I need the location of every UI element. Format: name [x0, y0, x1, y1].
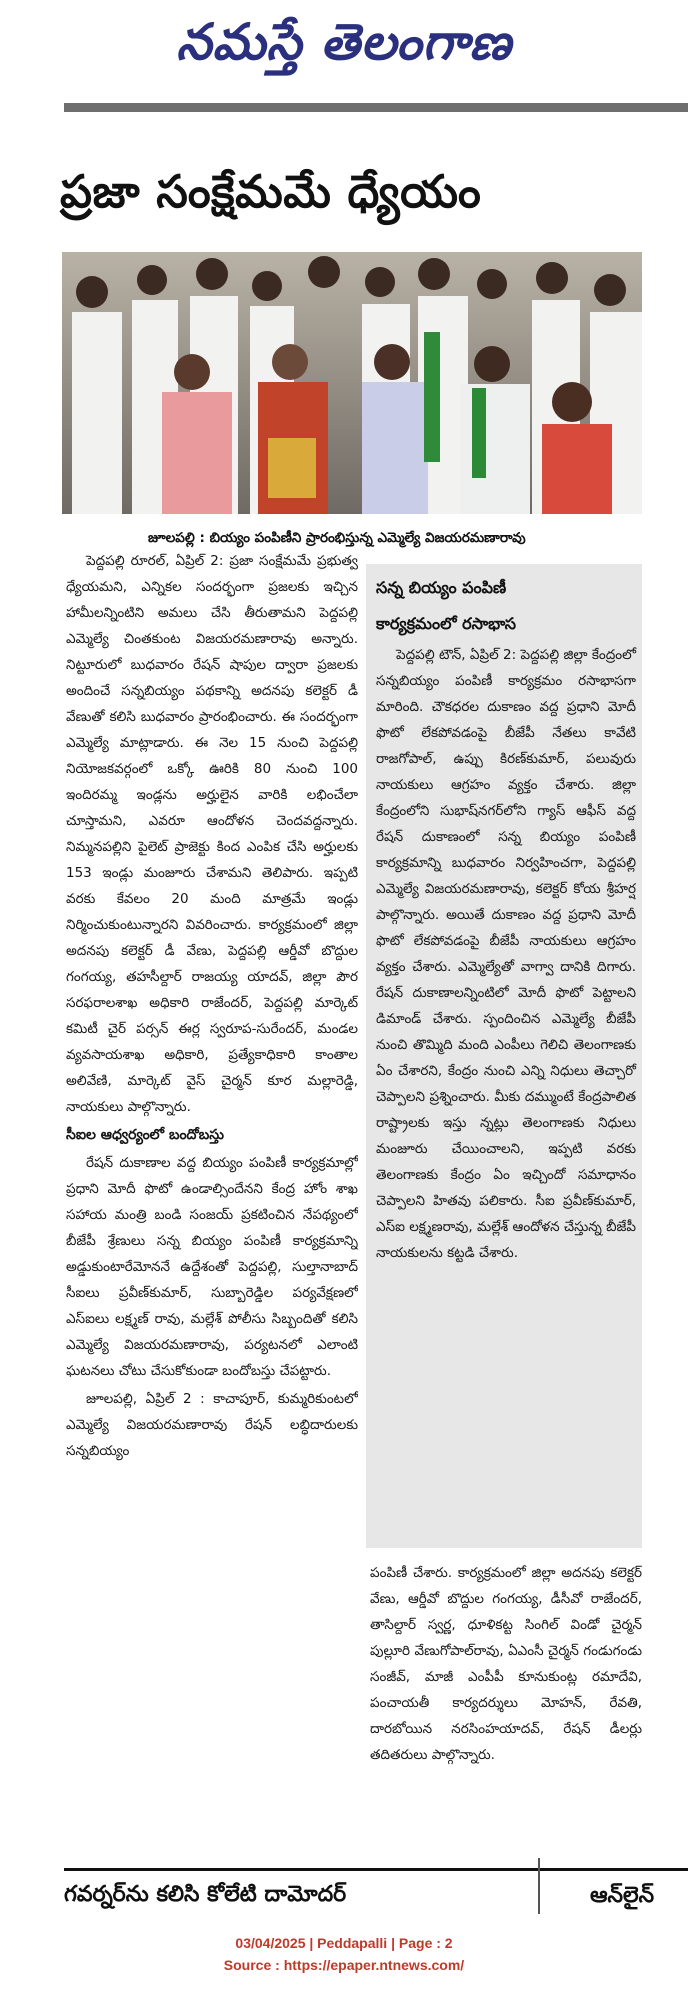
sidebar-paragraph: పెద్దపల్లి టౌన్, ఏప్రిల్ 2: పెద్దపల్లి జిల్లా కేంద్రంలో సన్నబియ్యం పంపిణీ కార్యక్రమం రసాభాసగా మారింది. చౌకధరల దుకాణం వద్ద ప్రధాని మోదీ ఫొటో లేకపోవడంపై బీజేపీ నేతలు కావేటి రాజగోపాల్, ఉప్పు కిరణ్‌కుమార్, పలువురు నాయకులు ఆగ్రహం వ్యక్తం చేశారు. జిల్లా కేంద్రంలోని సుభాష్‌నగర్‌లోని గ్యాస్ ఆఫీస్ వద్ద రేషన్ దుకాణంలో సన్న బియ్యం పంపిణీ కార్యక్రమాన్ని బుధవారం నిర్వహించగా, పెద్దపల్లి ఎమ్మెల్యే విజయరమణారావు, కలెక్టర్ కోయ శ్రీహర్ష పాల్గొన్నారు. అయితే దుకాణం వద్ద ప్రధాని మోదీ ఫొటో లేకపోవడంపై బీజేపీ నాయకులు ఆగ్రహం వ్యక్తం చేశారు. ఎమ్మెల్యేతో వాగ్వా దానికి దిగారు. రేషన్ దుకాణాలన్నింటిలో మోదీ ఫొటో పెట్టాలని డిమాండ్ చేశారు. స్పందించిన ఎమ్మెల్యే బీజేపీ నుంచి తొమ్మిది మంది ఎంపీలు గెలిచి తెలంగాణకు ఏం చేశారని, కేంద్రం నుంచి ఎన్ని నిధులు తెచ్చారో చెప్పాలని ప్రశ్నించారు. మీకు దమ్ముంటే కేంద్రపాలిత రాష్ట్రాలకు ఇస్తు న్నట్లు తెలంగాణకు నిధులు మంజూరు చేయించాలని, ఇప్పటి వరకు తెలంగాణకు కేంద్రం ఏం ఇచ్చిందో సమాధానం చెప్పాలని హితవు పలికారు. సీఐ ప్రవీణ్‌కుమార్, ఎస్ఐ లక్ష్మణరావు, మల్లేశ్ ఆందోళన చేస్తున్న బీజేపీ నాయకులను కట్టడి చేశారు.: [376, 647, 636, 1261]
newspaper-logo: నమస్తే తెలంగాణ: [176, 12, 512, 71]
page-footer: [0, 1932, 688, 1976]
sidebar-title-line2: కార్యక్రమంలో రసాభాస: [376, 614, 516, 633]
article-paragraph: పెద్దపల్లి రూరల్, ఏప్రిల్ 2: ప్రజా సంక్షేమమే ప్రభుత్వ ధ్యేయమని, ఎన్నికల సందర్భంగా ప్రజలకు ఇచ్చిన హామీలన్నింటిని అమలు చేసి తీరుతామని పెద్దపల్లి ఎమ్మెల్యే చింతకుంట విజయరమణారావు అన్నారు. నిట్టూరులో బుధవారం రేషన్ షాపుల ద్వారా ప్రజలకు అందించే సన్నబియ్యం పథకాన్ని అదనపు కలెక్టర్ డీ వేణుతో కలిసి బుధవారం ప్రారంభించారు. ఈ సందర్భంగా ఎమ్మెల్యే మాట్లాడారు. ఈ నెల 15 నుంచి పెద్దపల్లి నియోజకవర్గంలో ఒక్కో ఊరికి 80 నుంచి 100 ఇందిరమ్మ ఇండ్లను అర్హులైన వారికి లభించేలా చూస్తామని, ఎవరూ ఆందోళన చెందవద్దన్నారు. నిమ్మనపల్లిని పైలెట్ ప్రాజెక్టు కింద ఎంపిక చేసి అర్హులకు 153 ఇండ్లు మంజూరు చేశామని తెలిపారు. ఇప్పటి వరకు కేవలం 20 మంది మాత్రమే ఇండ్లు నిర్మించుకుంటున్నారని వివరించారు. కార్యక్రమంలో జిల్లా అదనపు కలెక్టర్ డీ వేణు, పెద్దపల్లి ఆర్డీవో బొద్దుల గంగయ్య, తహసీల్దార్ రాజయ్య యాదవ్, జిల్లా పౌర సరఫరాలశాఖ అధికారి రాజేందర్, పెద్దపల్లి మార్కెట్ కమిటీ చైర్ పర్సన్ ఈర్ల స్వరూప-సురేందర్, మండల వ్యవసాయశాఖ అధికారి, ప్రత్యేకాధికారి కాంతాల అలివేణి, మార్కెట్ వైస్ చైర్మన్ కూర మల్లారెడ్డి, నాయకులు పాల్గొన్నారు.: [66, 553, 358, 1115]
edition-info: 03/04/2025 | Peddapalli | Page : 2: [235, 1935, 453, 1951]
sidebar-story-box: [366, 564, 642, 1548]
sidebar-body: [376, 642, 636, 1266]
article-paragraph: జూలపల్లి, ఏప్రిల్ 2 : కాచాపూర్, కుమ్మరికుంటలో ఎమ్మెల్యే విజయరమణారావు రేషన్ లబ్ధిదారులకు సన్నబియ్యం: [66, 1391, 358, 1459]
article-continuation-column: [370, 1560, 642, 1836]
headline: ప్రజా సంక్షేమమే ధ్యేయం: [60, 165, 482, 218]
masthead-rule: [64, 103, 688, 112]
photo-caption: జూలపల్లి : బియ్యం పంపిణీని ప్రారంభిస్తున్న ఎమ్మెల్యే విజయరమణారావు: [148, 530, 526, 546]
news-photo: [62, 252, 642, 514]
headline-block: [60, 152, 688, 232]
article-subheading: సీఐల ఆధ్వర్యంలో బందోబస్తు: [66, 1127, 224, 1143]
teaser-headline-right: ఆన్‌లైన్: [590, 1883, 655, 1908]
article-paragraph: పంపిణీ చేశారు. కార్యక్రమంలో జిల్లా అదనపు కలెక్టర్ వేణు, ఆర్డీవో బొద్దుల గంగయ్య, డీసీవో రాజేందర్, తాసిల్దార్ స్వర్ణ, ధూళికట్ట సింగిల్ విండో చైర్మన్ పుల్లూరి వేణుగోపాల్‌రావు, ఏఎంసీ చైర్మన్ గండుగండు సంజీవ్, మాజీ ఎంపీపీ కూనుకుంట్ల రమాదేవి, పంచాయతీ కార్యదర్శులు మోహన్, రేవతి, దారబోయిన నరసింహయాదవ్, రేషన్ డీలర్లు తదితరులు పాల్గొన్నారు.: [370, 1565, 642, 1763]
teaser-separator: [538, 1858, 540, 1914]
teaser-headline-left: గవర్నర్‌ను కలిసి కోలేటి దామోదర్: [64, 1882, 347, 1907]
masthead: [0, 0, 688, 86]
main-article-column: [66, 548, 358, 1840]
sidebar-title-line1: సన్న బియ్యం పంపిణీ: [376, 578, 507, 597]
source-link[interactable]: Source : https://epaper.ntnews.com/: [223, 1957, 465, 1973]
article-paragraph: రేషన్ దుకాణాల వద్ద బియ్యం పంపిణీ కార్యక్రమాల్లో ప్రధాని మోదీ ఫొటో ఉండాల్సిందేనని కేంద్ర హోం శాఖ సహాయ మంత్రి బండి సంజయ్ ప్రకటించిన నేపథ్యంలో బీజేపీ శ్రేణులు సన్న బియ్యం పంపిణీ కార్యక్రమాన్ని అడ్డుకుంటారేమోననే ఉద్దేశంతో పెద్దపల్లి, సుల్తానాబాద్ సీఐలు ప్రవీణ్‌కుమార్, సుబ్బారెడ్డిల పర్యవేక్షణలో ఎస్ఐలు లక్ష్మణ్ రావు, మల్లేశ్ పోలీసు సిబ్బందితో కలిసి ఎమ్మెల్యే విజయరమణారావు, పర్యటనలో ఎలాంటి ఘటనలు చోటు చేసుకోకుండా బందోబస్తు చేపట్టారు.: [66, 1155, 358, 1379]
bottom-rule: [64, 1868, 688, 1871]
crowd-photo-illustration: [62, 252, 642, 514]
